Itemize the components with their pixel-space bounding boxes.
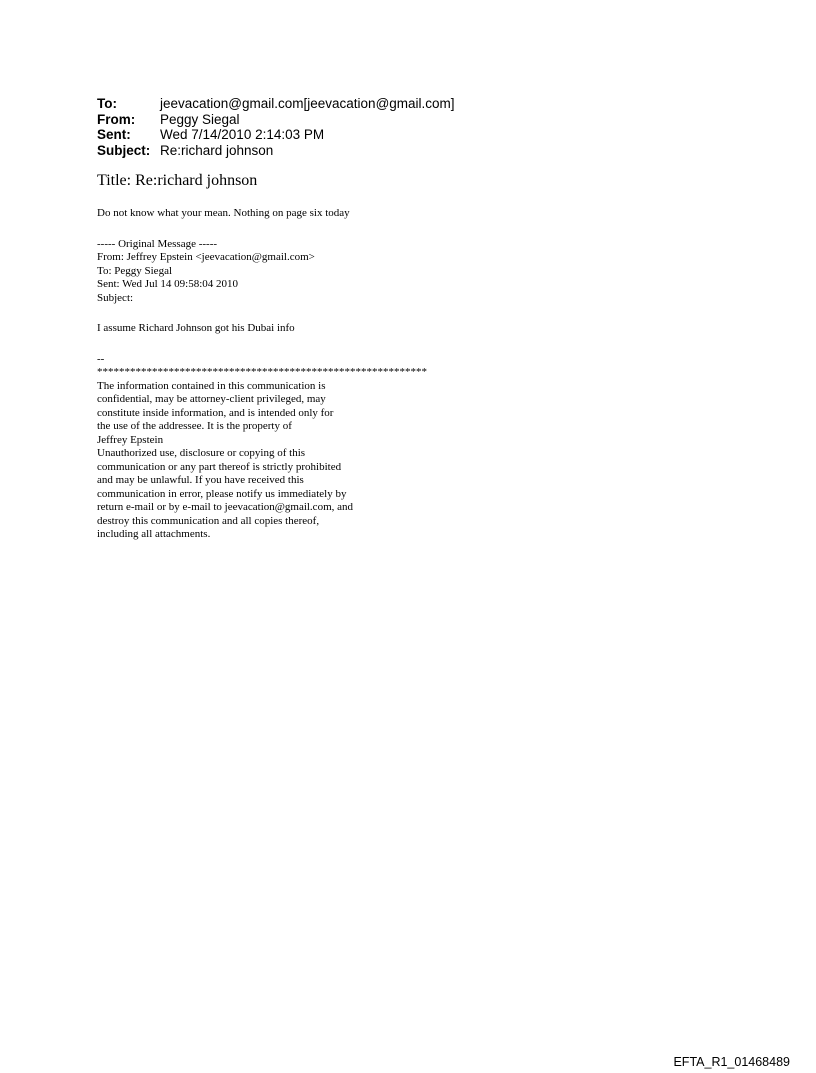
header-row-to — [97, 96, 455, 112]
email-title: Title: Re:richard johnson — [97, 172, 258, 189]
disclaimer — [97, 380, 517, 542]
signature-dashes: -- — [97, 352, 105, 365]
original-subject: Subject: — [97, 291, 134, 304]
disclaimer-line: destroy this communication and all copies thereof, — [97, 514, 320, 527]
original-to: To: Peggy Siegal — [97, 264, 173, 277]
sent-label: Sent: — [97, 127, 131, 142]
disclaimer-line: and may be unlawful. If you have received this — [97, 474, 304, 486]
to-value: jeevacation@gmail.com[jeevacation@gmail.com] — [160, 96, 455, 111]
header-row-from — [97, 112, 455, 128]
disclaimer-line: The information contained in this communication is — [97, 379, 326, 392]
disclaimer-line: communication in error, please notify us immediately by — [97, 487, 347, 500]
original-message-marker: ----- Original Message ----- — [97, 237, 218, 250]
disclaimer-line: return e-mail or by e-mail to jeevacation@gmail.com, and — [97, 501, 354, 513]
original-sent: Sent: Wed Jul 14 09:58:04 2010 — [97, 278, 238, 290]
from-label: From: — [97, 111, 136, 127]
to-label: To: — [97, 96, 117, 111]
disclaimer-line: the use of the addressee. It is the property of — [97, 420, 292, 432]
disclaimer-line: Unauthorized use, disclosure or copying of this — [97, 447, 306, 459]
asterisk-divider: ************************************************************ — [97, 366, 427, 378]
header-row-subject — [97, 143, 455, 159]
disclaimer-line: constitute inside information, and is intended only for — [97, 406, 334, 419]
email-header — [97, 96, 455, 158]
original-text: I assume Richard Johnson got his Dubai info — [97, 322, 295, 334]
disclaimer-line: including all attachments. — [97, 528, 211, 540]
reply-text: Do not know what your mean. Nothing on page six today — [97, 207, 350, 219]
disclaimer-line: confidential, may be attorney-client privileged, may — [97, 393, 326, 405]
header-row-sent — [97, 127, 455, 143]
disclaimer-line: Jeffrey Epstein — [97, 433, 164, 446]
original-from: From: Jeffrey Epstein <jeevacation@gmail.com> — [97, 251, 315, 263]
sent-value: Wed 7/14/2010 2:14:03 PM — [160, 127, 325, 142]
disclaimer-line: communication or any part thereof is strictly prohibited — [97, 460, 342, 473]
document-id: EFTA_R1_01468489 — [673, 1055, 790, 1069]
subject-label: Subject: — [97, 142, 151, 158]
email-body — [97, 207, 517, 542]
subject-value: Re:richard johnson — [160, 142, 274, 158]
from-value: Peggy Siegal — [160, 111, 240, 127]
